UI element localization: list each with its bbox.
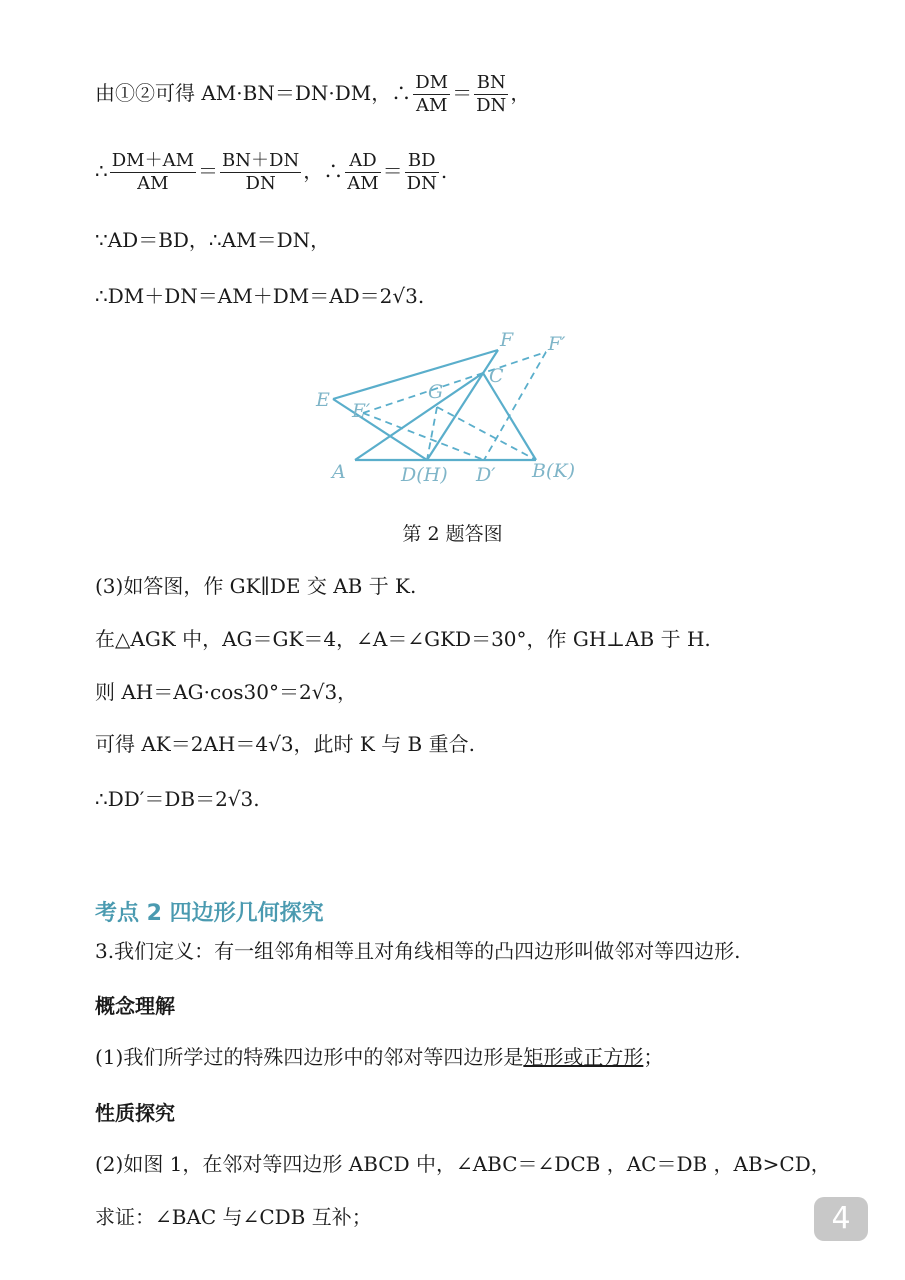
segment-ef bbox=[333, 350, 498, 399]
part3-line-2: 在△AGK 中，AG＝GK＝4，∠A＝∠GKD＝30°，作 GH⊥AB 于 H. bbox=[95, 627, 711, 651]
question-2-line-1: (2)如图 1，在邻对等四边形 ABCD 中，∠ABC＝∠DCB ，AC＝DB ，AB>CD， bbox=[95, 1152, 831, 1176]
property-heading: 性质探究 bbox=[95, 1101, 175, 1125]
figure-caption: 第 2 题答图 bbox=[402, 523, 503, 545]
geometry-figure bbox=[300, 326, 600, 496]
label-c: C bbox=[489, 365, 504, 387]
fraction-dm-am-sum: $\frac{DM+AM}{AM}$ bbox=[111, 150, 195, 194]
question-2-line-2: 求证：∠BAC 与∠CDB 互补； bbox=[95, 1205, 372, 1229]
part3-line-5: ∴DD′＝DB＝2√3. bbox=[95, 787, 260, 811]
label-f-prime: F′ bbox=[548, 333, 566, 355]
fraction-dm-am: $\frac{DM}{AM}$ bbox=[415, 72, 449, 116]
label-f: F bbox=[500, 329, 514, 351]
section-title: 考点 2 四边形几何探究 bbox=[95, 901, 324, 926]
question-1: (1)我们所学过的特殊四边形中的邻对等四边形是矩形或正方形； bbox=[95, 1045, 664, 1069]
question-1-answer: 矩形或正方形 bbox=[523, 1045, 644, 1069]
proof-line-2: ∴ $\frac{DM+AM}{AM}$ ＝ $\frac{BN+DN}{DN}$ ，∴ $\frac{AD}{AM}$ ＝ $\frac{BD}{DN}$ . bbox=[95, 150, 448, 194]
problem-3-intro: 3.我们定义：有一组邻角相等且对角线相等的凸四边形叫做邻对等四边形. bbox=[95, 939, 741, 963]
label-g: G bbox=[428, 381, 444, 403]
label-d-h: D(H) bbox=[401, 464, 448, 486]
label-e: E bbox=[316, 389, 330, 411]
part3-line-1: (3)如答图，作 GK∥DE 交 AB 于 K. bbox=[95, 574, 417, 598]
fraction-bn-dn: $\frac{BN}{DN}$ bbox=[476, 72, 507, 116]
part3-line-4: 可得 AK＝2AH＝4√3，此时 K 与 B 重合. bbox=[95, 732, 475, 756]
proof-line-1: 由①②可得 AM·BN＝DN·DM，∴ $\frac{DM}{AM}$ ＝ $\frac{BN}{DN}$ ， bbox=[95, 72, 531, 116]
fraction-bd-dn: $\frac{BD}{DN}$ bbox=[406, 150, 437, 194]
proof-line-4: ∴DM＋DN＝AM＋DM＝AD＝2√3. bbox=[95, 284, 425, 308]
label-e-prime: E′ bbox=[352, 400, 371, 422]
concept-heading: 概念理解 bbox=[95, 994, 175, 1018]
part3-line-3: 则 AH＝AG·cos30°＝2√3， bbox=[95, 680, 358, 704]
segment-gk bbox=[437, 407, 536, 460]
fraction-ad-am: $\frac{AD}{AM}$ bbox=[347, 150, 379, 194]
segment-e-prime-d-prime bbox=[363, 413, 484, 460]
label-b-k: B(K) bbox=[532, 460, 575, 482]
label-a: A bbox=[332, 461, 346, 483]
page-number-badge: 4 bbox=[814, 1197, 868, 1241]
proof-line-3: ∵AD＝BD，∴AM＝DN， bbox=[95, 228, 331, 252]
label-d-prime: D′ bbox=[476, 464, 496, 486]
fraction-bn-dn-sum: $\frac{BN+DN}{DN}$ bbox=[222, 150, 300, 194]
